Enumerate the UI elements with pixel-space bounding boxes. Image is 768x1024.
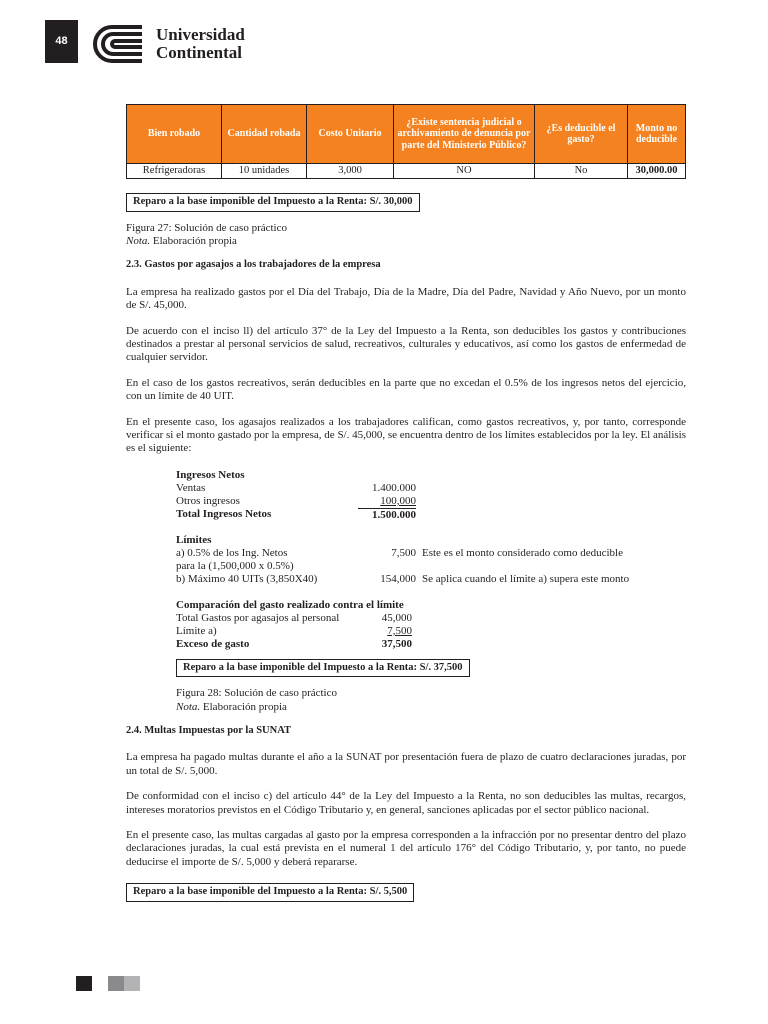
paragraph: En el presente caso, las multas cargadas al gasto por la empresa corresponden a la infracción por no presentar dentro del plazo declaraciones juradas, la cual está prevista en el numeral 1 del artículo 176° del Código Tributario, y, por tanto, no puede deducirse el importe de S/. 5,000 y deberá repararse.	[126, 829, 686, 868]
total-label: Total Ingresos Netos	[176, 507, 272, 520]
paragraph: La empresa ha realizado gastos por el Día del Trabajo, Día de la Madre, Día del Padre, Navidad y Año Nuevo, por un monto de S/. 45,000.	[126, 285, 686, 312]
footer-square-lightgray	[124, 976, 140, 991]
otros-value: 100,000	[380, 494, 416, 507]
paragraph: La empresa ha pagado multas durante el año a la SUNAT por presentación fuera de plazo de cuatro declaraciones juradas, por un total de S/. 5,000.	[126, 751, 686, 777]
nota-label: Nota.	[176, 701, 201, 714]
table-header: Costo Unitario	[307, 105, 394, 164]
limit-a-note: Este es el monto considerado como deducible	[422, 546, 623, 559]
otros-label: Otros ingresos	[176, 494, 240, 507]
table-cell: 10 unidades	[222, 164, 307, 179]
figure-28-caption	[176, 687, 686, 715]
limits-block	[176, 533, 630, 586]
table-header: Monto no deducible	[628, 105, 686, 164]
table-cell: 30,000.00	[628, 164, 686, 179]
comparison-title: Comparación del gasto realizado contra el límite	[176, 598, 404, 611]
nota-text: Elaboración propia	[150, 235, 237, 248]
table-row	[127, 164, 686, 179]
logo-line-2: Continental	[156, 43, 242, 62]
ventas-label: Ventas	[176, 481, 206, 494]
reparo-box-2: Reparo a la base imponible del Impuesto a la Renta: S/. 37,500	[176, 659, 470, 678]
footer-square-gray	[108, 976, 124, 991]
university-logo	[90, 20, 245, 68]
total-gastos-value: 45,000	[381, 611, 412, 624]
limit-b-note: Se aplica cuando el límite a) supera este monto	[422, 572, 630, 585]
table-header: Bien robado	[127, 105, 222, 164]
limite-value: 7,500	[387, 624, 412, 637]
limite-label: Límite a)	[176, 624, 217, 637]
page-number-text: 48	[55, 34, 68, 47]
nota-label: Nota.	[126, 235, 151, 248]
comparison-block	[176, 599, 412, 651]
paragraph: De acuerdo con el inciso ll) del artículo 37° de la Ley del Impuesto a la Renta, son deducibles los gastos y contribuciones destinados a prestar al personal servicios de salud, recreativos, culturales y educativos, así como los gastos de enfermedad de cualquier servidor.	[126, 324, 686, 364]
ventas-value: 1.400.000	[372, 481, 416, 494]
table-cell: NO	[394, 164, 535, 179]
limit-a-label: a) 0.5% de los Ing. Netos	[176, 546, 288, 559]
limit-b-value: 154,000	[380, 572, 416, 585]
page-number	[45, 20, 78, 63]
calculation-block	[176, 469, 416, 521]
total-value: 1.500.000	[358, 508, 416, 522]
figure-27-caption	[126, 222, 686, 250]
figure-title: Figura 27: Solución de caso práctico	[126, 221, 287, 234]
logo-text	[156, 26, 245, 62]
paragraph: De conformidad con el inciso c) del artículo 44° de la Ley del Impuesto a la Renta, no son deducibles las multas, recargos, intereses moratorios previstos en el Código Tributario y, en general, sanciones aplicadas por el sector público nacional.	[126, 790, 686, 816]
stolen-goods-table	[126, 104, 686, 179]
table-header-row	[127, 105, 686, 164]
paragraph: En el presente caso, los agasajos realizados a los trabajadores califican, como gastos recreativos, y, por tanto, corresponde verificar si el monto gastado por la empresa, de S/. 45,000, se encuentra dentro de los límites establecidos por la ley. El análisis es el siguiente:	[126, 415, 686, 455]
table-cell: Refrigeradoras	[127, 164, 222, 179]
ingresos-title: Ingresos Netos	[176, 468, 245, 481]
page-content	[126, 104, 686, 902]
limit-a-label-2: para la (1,500,000 x 0.5%)	[176, 559, 294, 572]
exceso-label: Exceso de gasto	[176, 637, 250, 650]
section-heading-2-4: 2.4. Multas Impuestas por la SUNAT	[126, 724, 292, 736]
total-gastos-label: Total Gastos por agasajos al personal	[176, 611, 340, 624]
limit-b-label: b) Máximo 40 UITs (3,850X40)	[176, 572, 318, 585]
nota-text: Elaboración propia	[200, 701, 287, 714]
table-header: ¿Es deducible el gasto?	[535, 105, 628, 164]
logo-emblem-icon	[90, 21, 148, 67]
exceso-value: 37,500	[381, 637, 412, 650]
table-header: Cantidad robada	[222, 105, 307, 164]
logo-line-1: Universidad	[156, 25, 245, 45]
footer-square-dark	[76, 976, 92, 991]
table-cell: 3,000	[307, 164, 394, 179]
reparo-box-3: Reparo a la base imponible del Impuesto a la Renta: S/. 5,500	[126, 883, 414, 902]
figure-title: Figura 28: Solución de caso práctico	[176, 687, 337, 700]
reparo-box-1: Reparo a la base imponible del Impuesto a la Renta: S/. 30,000	[126, 193, 420, 212]
limit-a-value: 7,500	[391, 546, 416, 559]
table-header: ¿Existe sentencia judicial o archivamiento de denuncia por parte del Ministerio Público?	[394, 105, 535, 164]
table-cell: No	[535, 164, 628, 179]
limites-title: Límites	[176, 533, 212, 546]
section-heading-2-3: 2.3. Gastos por agasajos a los trabajadores de la empresa	[126, 259, 381, 271]
paragraph: En el caso de los gastos recreativos, serán deducibles en la parte que no excedan el 0.5% de los ingresos netos del ejercicio, con un límite de 40 UIT.	[126, 376, 686, 403]
